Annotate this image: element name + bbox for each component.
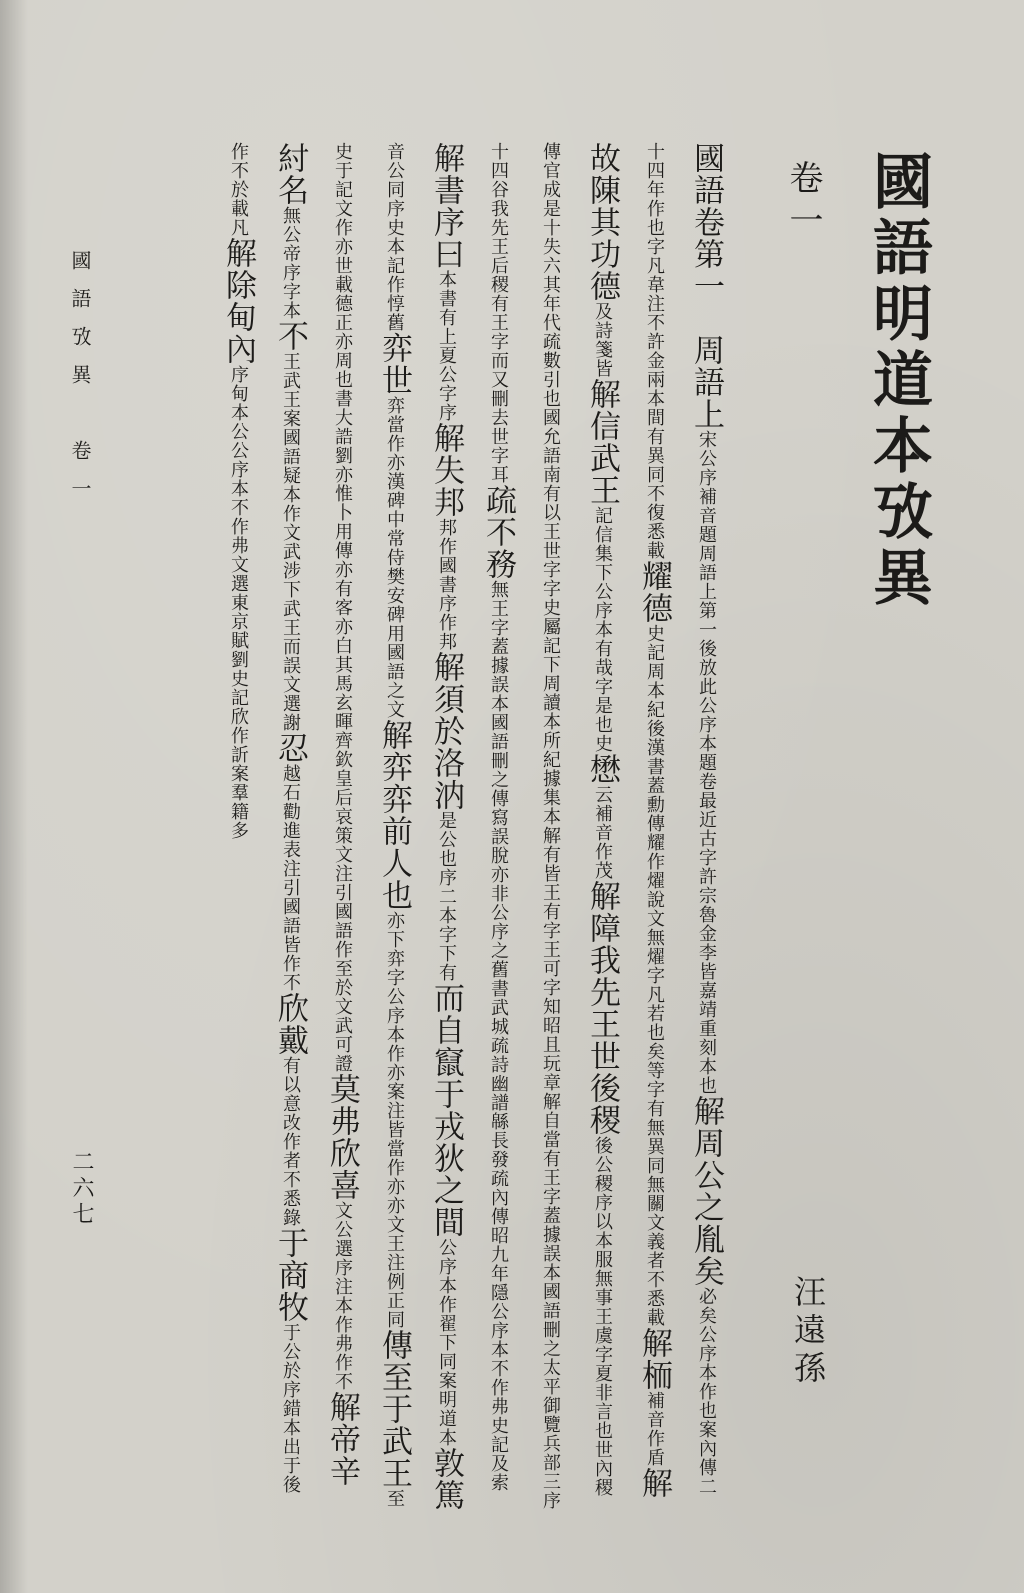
annotation-text: 玩章解自當有王字蓋據誤本國語刪之太平御覽兵部三序十四谷我先王后稷有王字而又刪去世字耳 bbox=[488, 142, 561, 1510]
binding-shadow bbox=[0, 0, 28, 1593]
annotation-text: 本書有上夏公字序 bbox=[436, 270, 457, 422]
annotation-text: 無公帝序字本 bbox=[280, 206, 301, 320]
main-text: 傳 bbox=[376, 1329, 412, 1361]
main-text: 欣戴 bbox=[272, 992, 308, 1056]
annotation-text: 用國語之文 bbox=[384, 624, 405, 719]
main-text: 耀德 bbox=[636, 560, 672, 624]
main-text: 莫弗欣喜 bbox=[324, 1073, 360, 1201]
volume-label: 卷一 bbox=[783, 160, 823, 244]
annotation-text: 是公也序二本字下有 bbox=[436, 811, 457, 982]
author-name: 汪遠孫 bbox=[789, 1275, 827, 1389]
annotation-text: 王武王案國語疑本作文武涉下武王而誤文選謝 bbox=[280, 352, 301, 732]
annotation-text: 史記周本紀後漢書蓋勳傳耀作燿說文無燿字 bbox=[644, 624, 665, 985]
main-text: 解 bbox=[428, 422, 464, 454]
annotation-text: 凡若也矣等字有無異同無關文義者不悉載 bbox=[644, 985, 665, 1327]
annotation-text: 亦周也書大誥劉亦惟卜用傳亦有客亦白其馬 bbox=[332, 332, 353, 693]
main-text: 忍 bbox=[272, 732, 308, 764]
annotation-text: 公序本不作弗文選東京賦劉史記欣作訢案羣籍多 bbox=[228, 441, 249, 840]
main-text: 解 bbox=[324, 1391, 360, 1423]
main-text: 疏 bbox=[480, 484, 516, 516]
main-text: 須於洛汭 bbox=[428, 683, 464, 811]
main-text: 不 bbox=[272, 320, 308, 352]
main-text: 障 bbox=[584, 912, 620, 944]
annotation-text: 必矣公序本作也案內傳二十四年作也字凡韋注不 bbox=[644, 142, 717, 1496]
main-text: 失邦 bbox=[428, 454, 464, 518]
annotation-text: 序甸本公 bbox=[228, 365, 249, 441]
annotation-text: 于公於序錯本出于後作不於載凡 bbox=[228, 142, 301, 1494]
main-text: 不務 bbox=[480, 516, 516, 580]
annotation-text: 後公稷序以本服無事王虞字夏非言也世內稷傳官成是十失六其年代疏數引也國允語南有以王世字字史屬記下周讀本所紀據集本解有皆王有字王可字知昭且 bbox=[540, 142, 613, 1497]
main-text: 解 bbox=[688, 1095, 724, 1127]
main-text: 懋 bbox=[584, 753, 620, 785]
main-text: 國語卷第一 周語上 bbox=[688, 142, 724, 430]
main-text: 解 bbox=[584, 880, 620, 912]
main-text: 弈世 bbox=[376, 332, 412, 396]
annotation-text: 隱公序本不作弗史記及索 bbox=[488, 1283, 509, 1492]
main-text: 解 bbox=[220, 237, 256, 269]
annotation-text: 至史于記文作 bbox=[332, 142, 405, 1508]
book-title: 國語明道本攷異 bbox=[863, 150, 933, 612]
annotation-text: 宋公序補音題周語上第一後放此公序本題卷最近古 bbox=[696, 430, 717, 848]
main-text: 故陳其功德 bbox=[584, 142, 620, 302]
main-text: 解 bbox=[428, 142, 464, 174]
main-text: 解 bbox=[376, 719, 412, 751]
page-number: 二六七 bbox=[69, 1150, 94, 1228]
main-text: 栭 bbox=[636, 1359, 672, 1391]
annotation-text: 補音作盾 bbox=[644, 1391, 665, 1467]
main-text: 信武王 bbox=[584, 410, 620, 506]
annotation-text: 有以意改作者不悉錄 bbox=[280, 1056, 301, 1227]
annotation-text: 邦作國書序作邦 bbox=[436, 518, 457, 651]
main-text: 解 bbox=[584, 378, 620, 410]
main-text: 周公之胤矣 bbox=[688, 1127, 724, 1287]
main-text: 敦篤 bbox=[428, 1447, 464, 1511]
main-text: 于戎狄之間 bbox=[428, 1078, 464, 1238]
main-text: 除甸內 bbox=[220, 269, 256, 365]
annotation-text: 記信集下公序本有哉字是也史 bbox=[592, 506, 613, 753]
annotation-text: 許金兩本間有異同不復悉載 bbox=[644, 332, 665, 560]
main-text: 我先王世後稷 bbox=[584, 944, 620, 1136]
annotation-text: 越石勸進表注引國語皆作不 bbox=[280, 764, 301, 992]
annotation-text: 文公選序注本作弗作不 bbox=[332, 1201, 353, 1391]
annotation-text: 字許宗魯金李皆嘉靖重刻本也 bbox=[696, 848, 717, 1095]
commentary-body bbox=[108, 142, 732, 1512]
main-text: 至于武王 bbox=[376, 1361, 412, 1489]
main-text: 弈弈前人也 bbox=[376, 751, 412, 911]
annotation-text: 玄暉齊欽皇后哀策文注引國語作至於文武可證 bbox=[332, 693, 353, 1073]
main-text: 帝辛紂名 bbox=[272, 142, 360, 1487]
annotation-text: 亦世載德正 bbox=[332, 237, 353, 332]
main-text: 解 bbox=[636, 1467, 672, 1499]
annotation-text: 箋皆 bbox=[592, 340, 613, 378]
margin-running-title: 國語攷異 卷一 bbox=[68, 250, 92, 516]
main-text: 解 bbox=[428, 651, 464, 683]
annotation-text: 亦下弈字公序本作亦案注皆當作亦亦文王注例正同 bbox=[384, 911, 405, 1329]
main-text: 解 bbox=[636, 1327, 672, 1359]
main-text: 于商牧 bbox=[272, 1227, 308, 1323]
main-text: 而自竄 bbox=[428, 982, 464, 1078]
main-text: 書序曰 bbox=[428, 174, 464, 270]
annotation-text: 音公同序史本記作惇舊 bbox=[384, 142, 405, 332]
annotation-text: 云補音作茂 bbox=[592, 785, 613, 880]
annotation-text: 弈當作亦漢碑中常侍樊安碑 bbox=[384, 396, 405, 624]
annotation-text: 無王字蓋據誤本國語刪之傳寫誤脫亦非公序之舊書武城疏詩幽譜緜長發疏內傳昭九年 bbox=[488, 580, 509, 1283]
annotation-text: 公序本作翟下同案明道本 bbox=[436, 1238, 457, 1447]
annotation-text: 及詩 bbox=[592, 302, 613, 340]
